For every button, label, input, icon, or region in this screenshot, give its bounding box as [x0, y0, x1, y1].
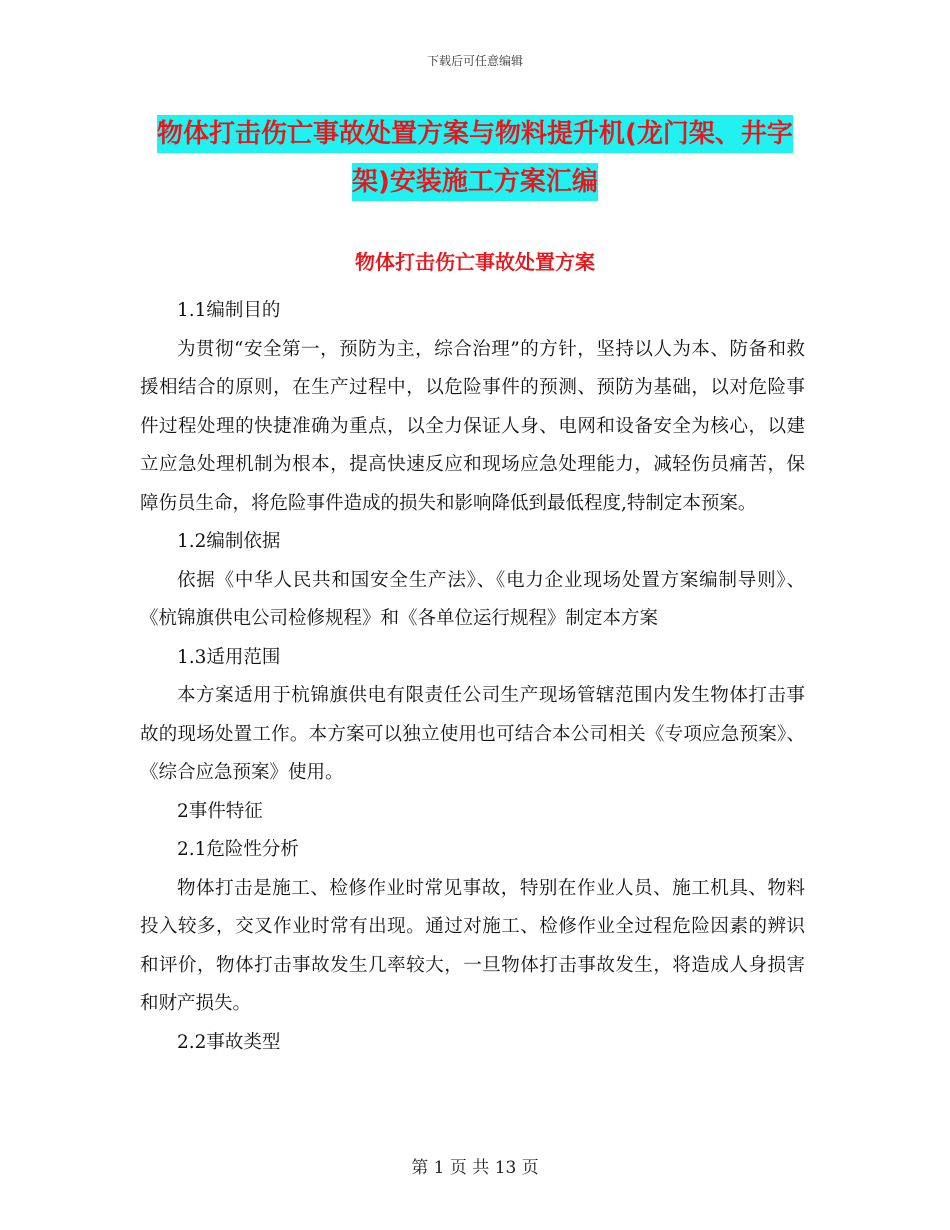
heading-2-2: 2.2事故类型 — [177, 1031, 281, 1053]
page-footer: 第 1 页 共 13 页 — [411, 1158, 539, 1178]
paragraph-basis: 依据《中华人民共和国安全生产法》、《电力企业现场处置方案编制导则》、《杭锦旗供电公司检修规程》和《各单位运行规程》制定本方案 — [140, 569, 805, 629]
paragraph-purpose: 为贯彻“安全第一，预防为主，综合治理”的方针，坚持以人为本、防备和救援相结合的原则，在生产过程中，以危险事件的预测、预防为基础，以对危险事件过程处理的快捷准确为重点，以全力保证人身、电网和设备安全为核心，以建立应急处理机制为根本，提高快速反应和现场应急处理能力，减轻伤员痛苦，保障伤员生命，将危险事件造成的损失和影响降低到最低程度,特制定本预案。 — [140, 338, 805, 514]
heading-1-3: 1.3适用范围 — [177, 646, 281, 668]
heading-1-2: 1.2编制依据 — [177, 531, 281, 552]
header-note: 下载后可任意编辑 — [426, 54, 523, 68]
heading-2-1: 2.1危险性分析 — [177, 839, 299, 860]
heading-1-1: 1.1编制目的 — [177, 300, 281, 321]
heading-2: 2事件特征 — [177, 800, 263, 822]
document-body — [140, 292, 805, 1062]
paragraph-scope: 本方案适用于杭锦旗供电有限责任公司生产现场管辖范围内发生物体打击事故的现场处置工作。本方案可以独立使用也可结合本公司相关《专项应急预案》、《综合应急预案》使用。 — [140, 685, 805, 783]
document-title — [140, 110, 810, 206]
document-title-text: 物体打击伤亡事故处置方案与物料提升机(龙门架、井字架)安装施工方案汇编 — [157, 115, 793, 201]
section-title: 物体打击伤亡事故处置方案 — [355, 250, 595, 274]
paragraph-risk-analysis: 物体打击是施工、检修作业时常见事故，特别在作业人员、施工机具、物料投入较多，交叉作业时常有出现。通过对施工、检修作业全过程危险因素的辨识和评价，物体打击事故发生几率较大，一旦物体打击事故发生，将造成人身损害和财产损失。 — [140, 877, 805, 1014]
